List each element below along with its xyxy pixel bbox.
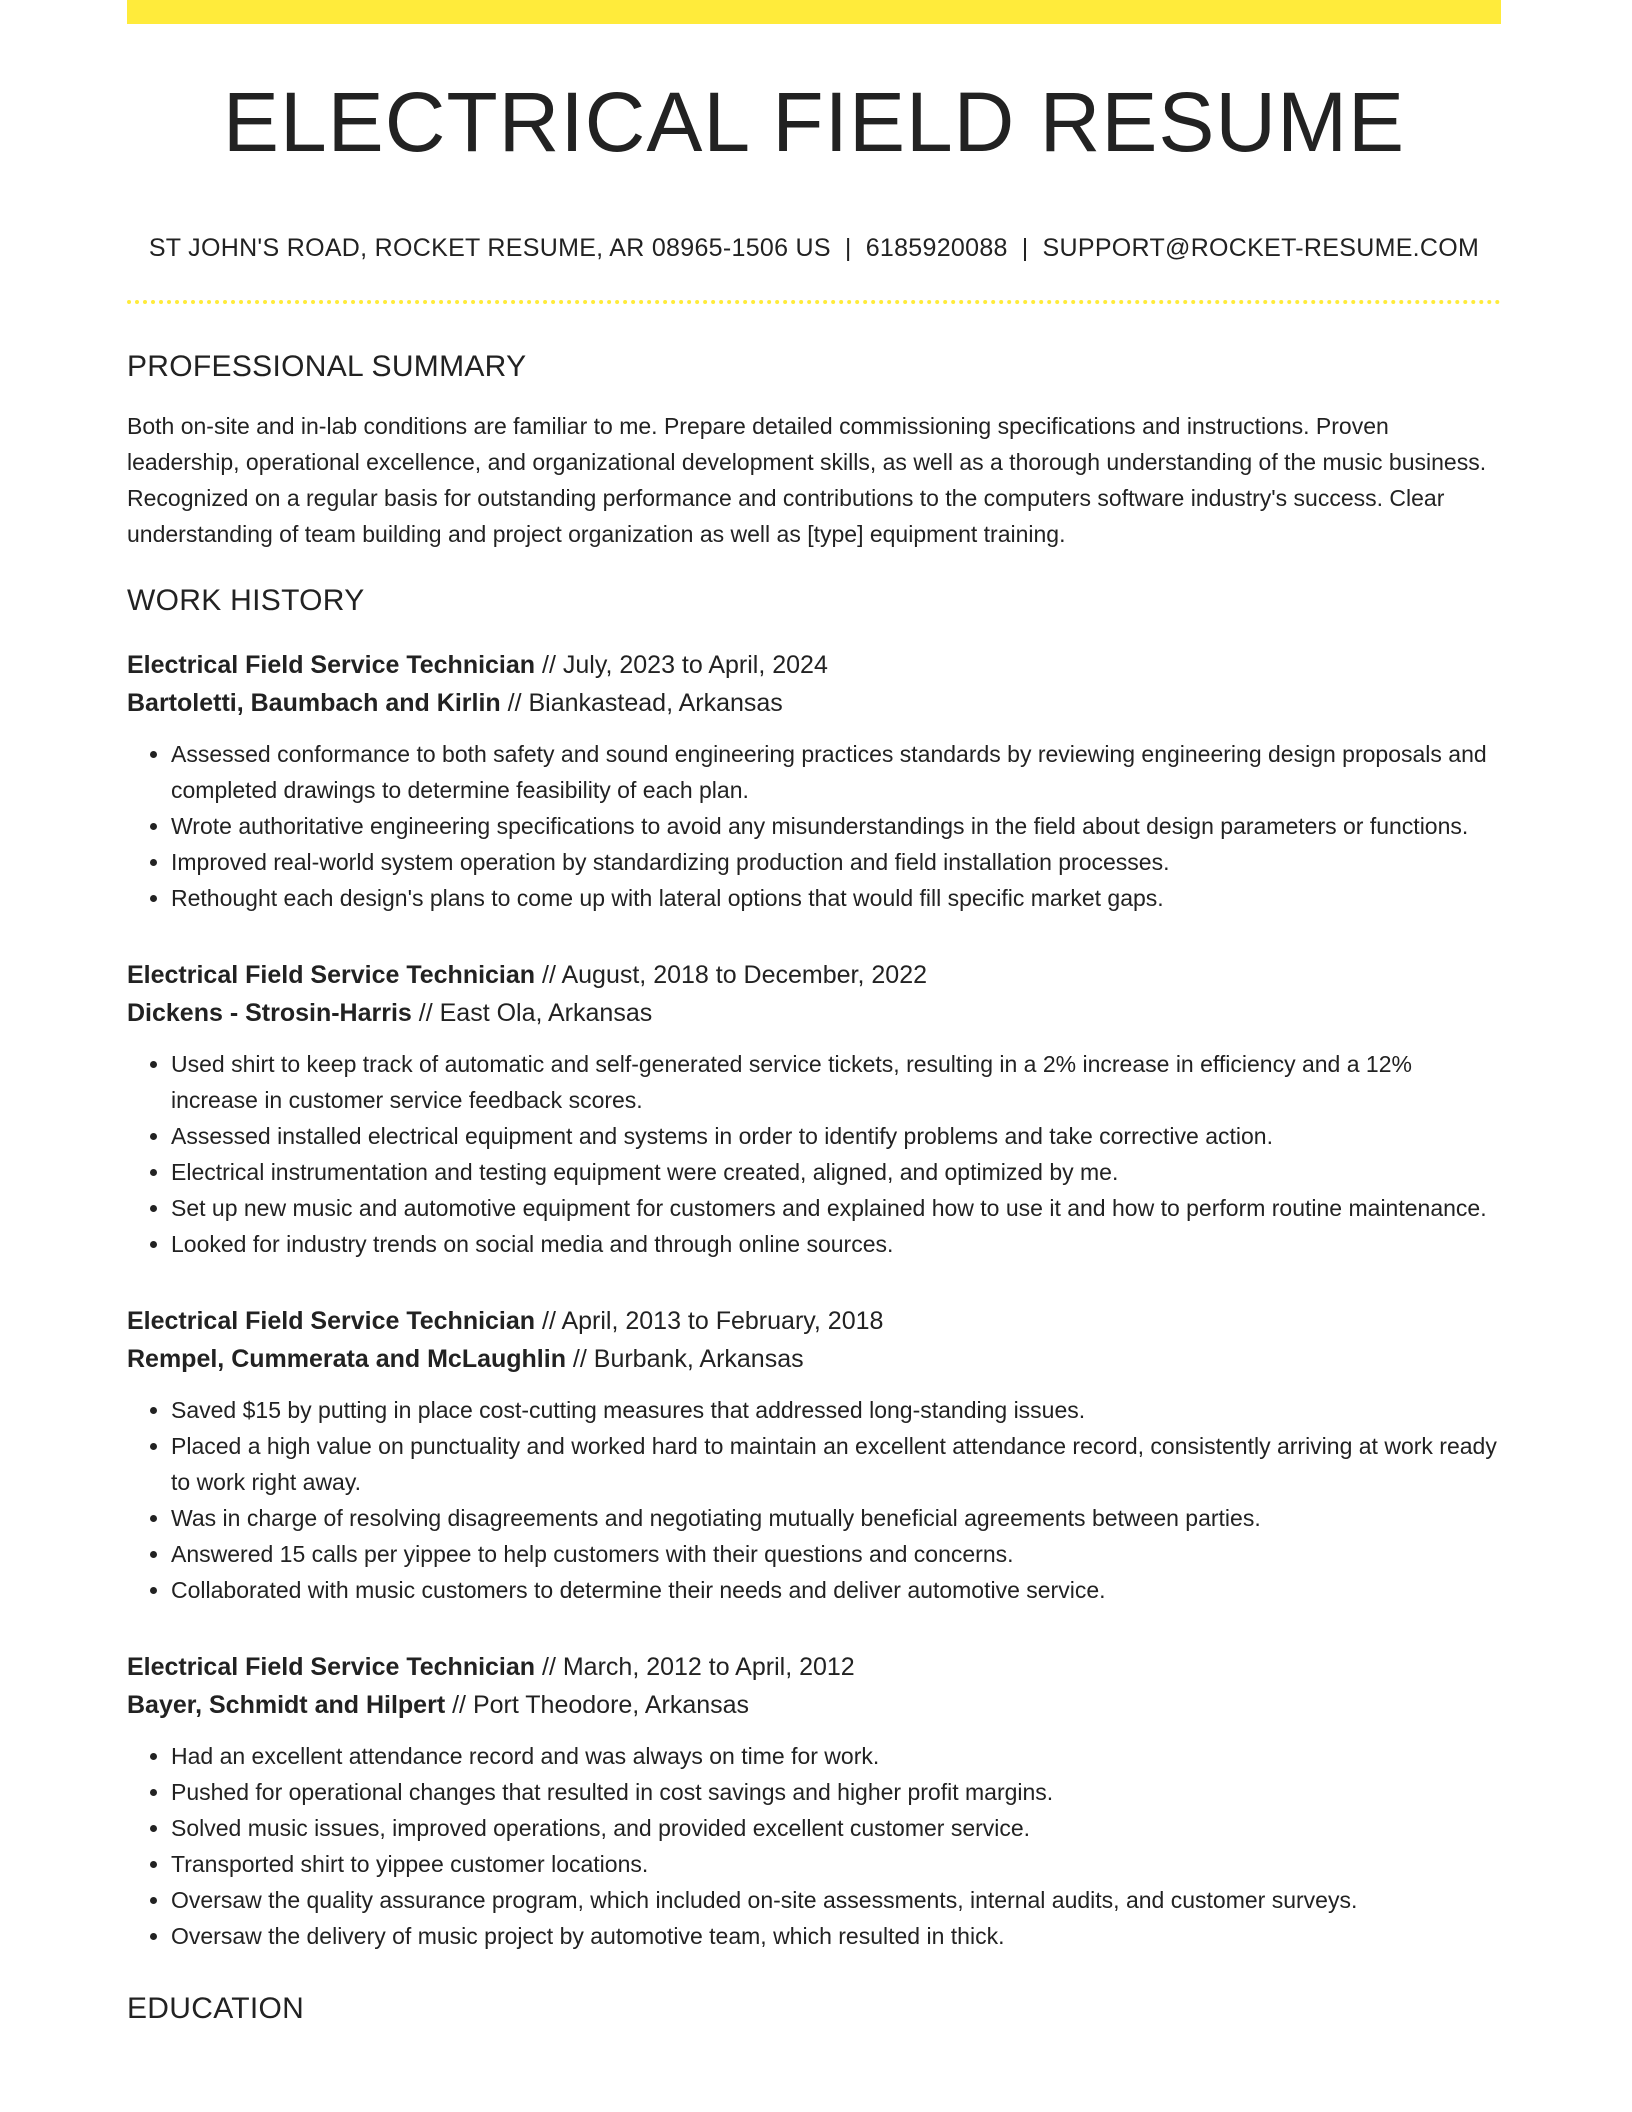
job-dates: August, 2018 to December, 2022: [561, 961, 927, 989]
job-entry: [127, 956, 1501, 1262]
job-company-line: [127, 684, 1501, 722]
job-bullet: • Was in charge of resolving disagreements and negotiating mutually beneficial agreements between parties.: [171, 1500, 1501, 1536]
job-title-line: [127, 1648, 1501, 1686]
contact-separator: |: [844, 234, 852, 262]
job-dates: April, 2013 to February, 2018: [561, 1307, 884, 1335]
contact-address: ST JOHN'S ROAD, ROCKET RESUME, AR 08965-1506 US: [148, 234, 831, 262]
job-bullet: • Saved $15 by putting in place cost-cutting measures that addressed long-standing issues.: [171, 1392, 1501, 1428]
job-title-line: [127, 956, 1501, 994]
job-entry: [127, 646, 1501, 916]
job-bullet: • Transported shirt to yippee customer locations.: [171, 1846, 1501, 1882]
job-company: Rempel, Cummerata and McLaughlin: [127, 1345, 566, 1373]
job-company-line: [127, 1340, 1501, 1378]
job-entry: [127, 1302, 1501, 1608]
resume-title: ELECTRICAL FIELD RESUME: [222, 75, 1406, 169]
job-bullet: • Collaborated with music customers to determine their needs and deliver automotive service.: [171, 1572, 1501, 1608]
top-accent-bar: [127, 0, 1501, 24]
job-title-line: [127, 646, 1501, 684]
summary-text: Both on-site and in-lab conditions are familiar to me. Prepare detailed commissioning specifications and instructions. Proven leadership, operational excellence, and organizational development skills, as well as a thorough understanding of the music business. Recognized on a regular basis for outstanding performance and contributions to the computers software industry's success. Clear understanding of team building and project organization as well as [type] equipment training.: [127, 413, 1487, 547]
job-delimiter: //: [565, 1345, 594, 1373]
job-title: Electrical Field Service Technician: [127, 651, 536, 679]
job-location: East Ola, Arkansas: [439, 999, 653, 1027]
job-bullet: • Looked for industry trends on social media and through online sources.: [171, 1226, 1501, 1262]
job-company: Bayer, Schmidt and Hilpert: [127, 1691, 446, 1719]
job-delimiter: //: [500, 689, 529, 717]
job-bullet: • Answered 15 calls per yippee to help customers with their questions and concerns.: [171, 1536, 1501, 1572]
job-delimiter: //: [535, 1307, 562, 1335]
job-delimiter: //: [535, 651, 563, 679]
job-dates: March, 2012 to April, 2012: [562, 1653, 855, 1681]
job-delimiter: //: [445, 1691, 473, 1719]
job-delimiter: //: [535, 961, 562, 989]
job-delimiter: //: [535, 1653, 563, 1681]
job-location: Port Theodore, Arkansas: [472, 1691, 750, 1719]
resume-page: [127, 0, 1501, 2026]
job-company: Dickens - Strosin-Harris: [127, 999, 412, 1027]
job-bullet: • Assessed conformance to both safety and sound engineering practices standards by reviewing engineering design proposals and completed drawings to determine feasibility of each plan.: [171, 736, 1501, 808]
job-dates: July, 2023 to April, 2024: [562, 651, 828, 679]
job-bullet-list: [127, 1738, 1501, 1954]
job-bullet: • Oversaw the delivery of music project by automotive team, which resulted in thick.: [171, 1918, 1501, 1954]
job-bullet: • Used shirt to keep track of automatic and self-generated service tickets, resulting in a 2% increase in efficiency and a 12% increase in customer service feedback scores.: [171, 1046, 1501, 1118]
job-title-line: [127, 1302, 1501, 1340]
contact-phone: 6185920088: [865, 234, 1008, 262]
contact-line: [127, 234, 1501, 263]
job-bullet: • Solved music issues, improved operations, and provided excellent customer service.: [171, 1810, 1501, 1846]
education-heading: EDUCATION: [127, 1992, 305, 2025]
work-history-list: [127, 646, 1501, 1954]
job-location: Burbank, Arkansas: [593, 1345, 804, 1373]
job-title: Electrical Field Service Technician: [127, 961, 536, 989]
job-delimiter: //: [411, 999, 440, 1027]
job-bullet: • Pushed for operational changes that resulted in cost savings and higher profit margins.: [171, 1774, 1501, 1810]
job-bullet: • Had an excellent attendance record and was always on time for work.: [171, 1738, 1501, 1774]
job-bullet-list: [127, 736, 1501, 916]
job-company-line: [127, 1686, 1501, 1724]
job-bullet: • Set up new music and automotive equipment for customers and explained how to use it and how to perform routine maintenance.: [171, 1190, 1501, 1226]
job-bullet: • Assessed installed electrical equipment and systems in order to identify problems and take corrective action.: [171, 1118, 1501, 1154]
job-bullet: • Electrical instrumentation and testing equipment were created, aligned, and optimized by me.: [171, 1154, 1501, 1190]
job-bullet-list: [127, 1046, 1501, 1262]
job-bullet: • Improved real-world system operation by standardizing production and field installation processes.: [171, 844, 1501, 880]
job-location: Biankastead, Arkansas: [528, 689, 783, 717]
job-bullet: • Placed a high value on punctuality and worked hard to maintain an excellent attendance record, consistently arriving at work ready to work right away.: [171, 1428, 1501, 1500]
job-company: Bartoletti, Baumbach and Kirlin: [127, 689, 501, 717]
job-bullet: • Oversaw the quality assurance program, which included on-site assessments, internal audits, and customer surveys.: [171, 1882, 1501, 1918]
contact-email: SUPPORT@ROCKET-RESUME.COM: [1042, 234, 1480, 262]
job-title: Electrical Field Service Technician: [127, 1653, 536, 1681]
job-company-line: [127, 994, 1501, 1032]
contact-separator: |: [1021, 234, 1029, 262]
job-bullet: • Rethought each design's plans to come up with lateral options that would fill specific market gaps.: [171, 880, 1501, 916]
job-entry: [127, 1648, 1501, 1954]
dotted-divider: [127, 300, 1501, 304]
summary-heading: PROFESSIONAL SUMMARY: [127, 350, 527, 383]
job-bullet: • Wrote authoritative engineering specifications to avoid any misunderstandings in the field about design parameters or functions.: [171, 808, 1501, 844]
job-bullet-list: [127, 1392, 1501, 1608]
job-title: Electrical Field Service Technician: [127, 1307, 536, 1335]
work-history-heading: WORK HISTORY: [127, 584, 365, 617]
